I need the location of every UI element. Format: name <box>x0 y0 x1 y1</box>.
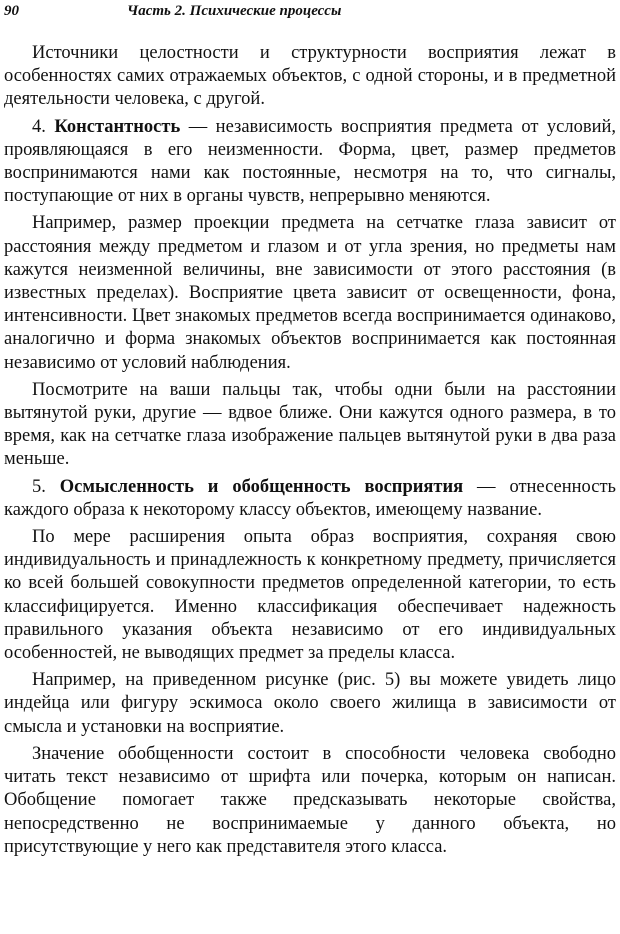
list-number: 4. <box>32 116 55 137</box>
paragraph-text: Источники целостности и структурности восприятия лежат в особенностях самих отражаемых объектов, с одной стороны, и в предметной деятельности человека, с другой. <box>4 43 616 110</box>
paragraph-text: Например, размер проекции предмета на сетчатке глаза зависит от расстояния между предметом и глазом и от угла зрения, но предметы нам кажутся неизменной величины, вне зависимости от этого расстояния (в известных пределах). Восприятие цвета зависит от освещенности, фона, интенсивности. Цвет знакомых предметов всегда воспринимается одинаково, аналогично и форма знакомых объектов воспринимается как постоянная независимо от условий наблюдения. <box>4 213 616 373</box>
paragraph <box>4 212 616 374</box>
paragraph <box>4 476 616 522</box>
paragraph <box>4 669 616 739</box>
page-header <box>4 0 616 22</box>
paragraph-text: Посмотрите на ваши пальцы так, чтобы одни были на расстоянии вытянутой руки, другие — вдвое ближе. Они кажутся одного размера, в то время, как на сетчатке глаза изображение пальцев вытянутой руки в два раза меньше. <box>4 379 616 470</box>
paragraph-text: — независимость восприятия предмета от условий, проявляющаяся в его неизменности. Форма, цвет, размер предметов воспринимаются нами как постоянные, несмотря на то, что сигналы, поступающие от них в органы чувств, непрерывно меняются. <box>4 116 617 207</box>
paragraph <box>4 743 616 859</box>
page-body <box>4 42 616 863</box>
page-number: 90 <box>4 3 19 19</box>
term: Константность <box>54 116 181 137</box>
paragraph-text: — отнесенность каждого образа к некоторому классу объектов, имеющему название. <box>4 476 616 520</box>
paragraph-text: Например, на приведенном рисунке (рис. 5) вы можете увидеть лицо индейца или фигуру эскимоса около своего жилища в зависимости от смысла и установки на восприятие. <box>4 670 616 737</box>
paragraph-text: По мере расширения опыта образ восприятия, сохраняя свою индивидуальность и принадлежность к конкретному предмету, причисляется ко всей большей совокупности предметов определенной категории, то есть классифицируется. Именно классификация обеспечивает надежность правильного указания объекта независимо от его индивидуальных особенностей, не выводящих предмет за пределы класса. <box>4 527 616 664</box>
paragraph <box>4 526 616 665</box>
paragraph-text: Значение обобщенности состоит в способности человека свободно читать текст независимо от шрифта или почерка, которым он написан. Обобщение помогает также предсказывать некоторые свойства, непосредственно не воспринимаемые у данного объекта, но присутствующие у него как представителя этого класса. <box>4 743 616 857</box>
running-title: Часть 2. Психические процессы <box>127 3 342 19</box>
term: Осмысленность и обобщенность восприятия <box>59 476 464 497</box>
paragraph <box>4 379 616 472</box>
list-number: 5. <box>32 476 60 497</box>
paragraph <box>4 116 616 209</box>
paragraph <box>4 42 616 112</box>
